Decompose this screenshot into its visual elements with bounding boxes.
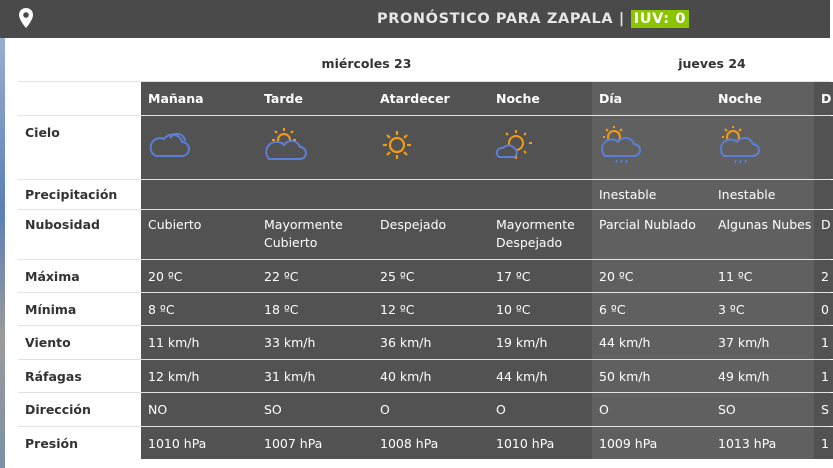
direction-value: SO (711, 393, 814, 426)
page-title (377, 8, 689, 30)
min-value: 8 ºC (141, 293, 257, 325)
period-label: Día (592, 82, 711, 115)
precip-row (18, 179, 830, 209)
pressure-value: 1010 hPa (489, 427, 592, 459)
max-value: 11 ºC (711, 260, 814, 292)
min-value: 12 ºC (373, 293, 489, 325)
cloud-value: Cubierto (141, 210, 257, 259)
cloud-value: Despejado (373, 210, 489, 259)
wind-value: 33 km/h (257, 326, 373, 359)
cloudy-icon (148, 126, 192, 166)
gust-value: 31 km/h (257, 360, 373, 392)
wind-value-partial: 1 (814, 326, 833, 359)
max-value: 20 ºC (592, 260, 711, 292)
pressure-value: 1010 hPa (141, 427, 257, 459)
period-label: Mañana (141, 82, 257, 115)
pressure-value: 1013 hPa (711, 427, 814, 459)
direction-value: O (373, 393, 489, 426)
direction-value: NO (141, 393, 257, 426)
gust-value: 44 km/h (489, 360, 592, 392)
period-label-partial: D (814, 82, 833, 115)
sky-row (18, 115, 830, 179)
max-value: 25 ºC (373, 260, 489, 292)
gust-value-partial: 1 (814, 360, 833, 392)
row-label: Nubosidad (18, 210, 141, 259)
sun-rain-icon (718, 124, 762, 168)
cloud-value: Mayormente Despejado (489, 210, 592, 259)
title-text: PRONÓSTICO PARA ZAPALA | (377, 11, 625, 27)
wind-value: 11 km/h (141, 326, 257, 359)
direction-value: O (592, 393, 711, 426)
cloud-value: Algunas Nubes (711, 210, 814, 259)
gust-row (18, 359, 830, 392)
precip-value: Inestable (711, 180, 814, 209)
pressure-value: 1009 hPa (592, 427, 711, 459)
sun-icon (380, 128, 424, 168)
cloud-value-partial: D (814, 210, 833, 259)
wind-value: 44 km/h (592, 326, 711, 359)
period-label: Noche (711, 82, 814, 115)
top-bar (0, 0, 830, 38)
direction-value-partial: S (814, 393, 833, 426)
sun-rain-icon (599, 124, 643, 168)
min-value: 3 ºC (711, 293, 814, 325)
max-value: 22 ºC (257, 260, 373, 292)
period-label: Tarde (257, 82, 373, 115)
period-header-row (18, 81, 830, 115)
sun-cloud-icon (264, 126, 308, 166)
row-label: Dirección (18, 393, 141, 426)
max-value: 20 ºC (141, 260, 257, 292)
min-temp-row (18, 292, 830, 325)
max-value: 17 ºC (489, 260, 592, 292)
pressure-value: 1007 hPa (257, 427, 373, 459)
row-label: Mínima (18, 293, 141, 325)
iuv-badge: IUV: 0 (631, 10, 689, 28)
min-value: 6 ºC (592, 293, 711, 325)
direction-value: SO (257, 393, 373, 426)
pressure-row (18, 426, 830, 459)
row-label: Máxima (18, 260, 141, 292)
gust-value: 40 km/h (373, 360, 489, 392)
pressure-value: 1008 hPa (373, 427, 489, 459)
direction-value: O (489, 393, 592, 426)
wind-value: 19 km/h (489, 326, 592, 359)
max-value-partial: 2 (814, 260, 833, 292)
day-label-wed: miércoles 23 (141, 46, 592, 81)
location-pin-icon[interactable] (17, 7, 35, 29)
row-label: Precipitación (18, 180, 141, 209)
gust-value: 49 km/h (711, 360, 814, 392)
wind-value: 36 km/h (373, 326, 489, 359)
period-label: Noche (489, 82, 592, 115)
cloud-cover-row (18, 209, 830, 259)
wind-value: 37 km/h (711, 326, 814, 359)
day-header-row (18, 46, 830, 81)
direction-row (18, 392, 830, 426)
sun-cloud-small-icon (496, 128, 540, 168)
wind-row (18, 325, 830, 359)
gust-value: 50 km/h (592, 360, 711, 392)
period-label: Atardecer (373, 82, 489, 115)
min-value: 10 ºC (489, 293, 592, 325)
background-strip (0, 38, 5, 468)
row-label: Presión (18, 427, 141, 459)
precip-value: Inestable (592, 180, 711, 209)
cloud-value: Parcial Nublado (592, 210, 711, 259)
day-label-thu: jueves 24 (592, 46, 832, 81)
max-temp-row (18, 259, 830, 292)
row-label: Viento (18, 326, 141, 359)
min-value-partial: 0 (814, 293, 833, 325)
row-label: Ráfagas (18, 360, 141, 392)
cloud-value: Mayormente Cubierto (257, 210, 373, 259)
min-value: 18 ºC (257, 293, 373, 325)
pressure-value-partial: 1 (814, 427, 833, 459)
gust-value: 12 km/h (141, 360, 257, 392)
row-label: Cielo (18, 116, 141, 179)
